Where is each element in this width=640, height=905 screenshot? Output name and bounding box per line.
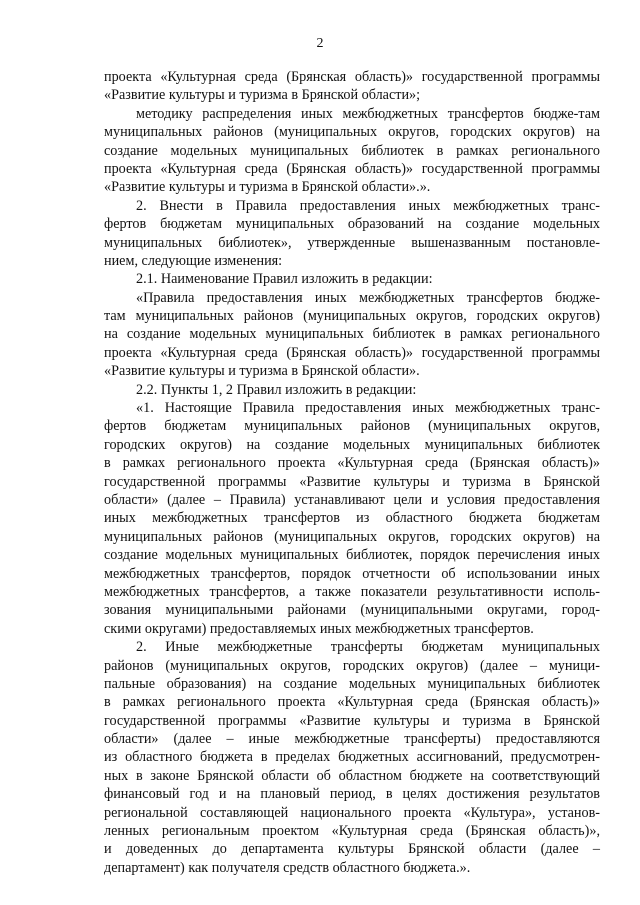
text-line: зования муниципальными районами (муниципальными округами, город- bbox=[104, 602, 600, 619]
text-line: скими округами) предоставляемых иных межбюджетных трансфертов. bbox=[104, 620, 534, 637]
text-line: городских округов) на создание модельных муниципальных библиотек bbox=[104, 436, 600, 453]
text-line: иных межбюджетных трансфертов из областного бюджета бюджетам bbox=[104, 510, 600, 527]
text-line: из областного бюджета в пределах бюджетных ассигнований, предусмотрен- bbox=[104, 749, 600, 766]
text-line: муниципальных районов (муниципальных округов, городских округов) на bbox=[104, 124, 600, 141]
text-line: «Развитие культуры и туризма в Брянской области».». bbox=[104, 179, 431, 196]
text-line: 2.1. Наименование Правил изложить в редакции: bbox=[136, 271, 433, 288]
text-line: государственной программы «Развитие культуры и туризма в Брянской bbox=[104, 712, 600, 729]
text-line: «Развитие культуры и туризма в Брянской области». bbox=[104, 363, 420, 380]
text-line: региональной составляющей национального проекта «Культура», установ- bbox=[104, 804, 600, 821]
text-line: пальные образования) на создание модельных муниципальных библиотек bbox=[104, 675, 600, 692]
page-number: 2 bbox=[316, 36, 324, 51]
text-line: районов (муниципальных округов, городских округов) (далее – муници- bbox=[104, 657, 600, 674]
text-line: проекта «Культурная среда (Брянская область)» государственной программы bbox=[104, 69, 600, 85]
text-line: муниципальных районов (муниципальных округов, городских округов) на bbox=[104, 528, 600, 545]
text-line: ных в законе Брянской области об областном бюджете на соответствующий bbox=[104, 767, 600, 784]
text-line: области» (далее – Правила) устанавливают цели и условия предоставления bbox=[104, 491, 600, 508]
text-line: государственной программы «Развитие культуры и туризма в Брянской bbox=[104, 473, 600, 490]
text-line: методику распределения иных межбюджетных трансфертов бюдже-там bbox=[136, 105, 600, 122]
text-line: департамент) как получателя средств областного бюджета.». bbox=[104, 859, 471, 876]
text-line: в рамках регионального проекта «Культурная среда (Брянская область)» bbox=[104, 694, 600, 711]
text-line: «Развитие культуры и туризма в Брянской области»; bbox=[104, 87, 421, 104]
text-line: муниципальных библиотек», утвержденные вышеназванным постановле- bbox=[104, 234, 600, 251]
text-line: на создание модельных муниципальных библиотек в рамках регионального bbox=[104, 326, 600, 343]
document-body bbox=[104, 68, 600, 877]
text-line: проекта «Культурная среда (Брянская область)» государственной программы bbox=[104, 160, 600, 177]
text-line: области» (далее – иные межбюджетные трансферты) предоставляются bbox=[104, 731, 600, 748]
text-line: межбюджетных трансфертов, а также показатели результативности исполь- bbox=[104, 583, 600, 600]
text-line: там муниципальных районов (муниципальных округов, городских округов) bbox=[104, 308, 600, 325]
text-line: «1. Настоящие Правила предоставления иных межбюджетных транс- bbox=[136, 400, 600, 417]
text-line: финансовый год и на плановый период, в целях достижения результатов bbox=[104, 786, 600, 803]
text-line: ленных региональным проектом «Культурная среда (Брянская область)», bbox=[104, 823, 600, 840]
text-line: «Правила предоставления иных межбюджетных трансфертов бюдже- bbox=[136, 289, 600, 306]
text-line: проекта «Культурная среда (Брянская область)» государственной программы bbox=[104, 344, 600, 361]
text-line: фертов бюджетам муниципальных районов (муниципальных округов, bbox=[104, 418, 600, 435]
text-line: фертов бюджетам муниципальных образований на создание модельных bbox=[104, 216, 600, 233]
text-line: межбюджетных трансфертов, порядок отчетности об использовании иных bbox=[104, 565, 600, 582]
text-line: создание модельных муниципальных библиотек в рамках регионального bbox=[104, 142, 600, 159]
text-line: в рамках регионального проекта «Культурная среда (Брянская область)» bbox=[104, 455, 600, 472]
text-line: нием, следующие изменения: bbox=[104, 252, 283, 269]
text-line: 2. Иные межбюджетные трансферты бюджетам муниципальных bbox=[136, 639, 600, 656]
text-line: и доведенных до департамента культуры Брянской области (далее – bbox=[104, 841, 600, 858]
text-line: 2.2. Пункты 1, 2 Правил изложить в редакции: bbox=[136, 381, 417, 398]
text-line: создание модельных муниципальных библиотек, порядок перечисления иных bbox=[104, 547, 600, 564]
text-line: 2. Внести в Правила предоставления иных межбюджетных транс- bbox=[136, 197, 600, 214]
